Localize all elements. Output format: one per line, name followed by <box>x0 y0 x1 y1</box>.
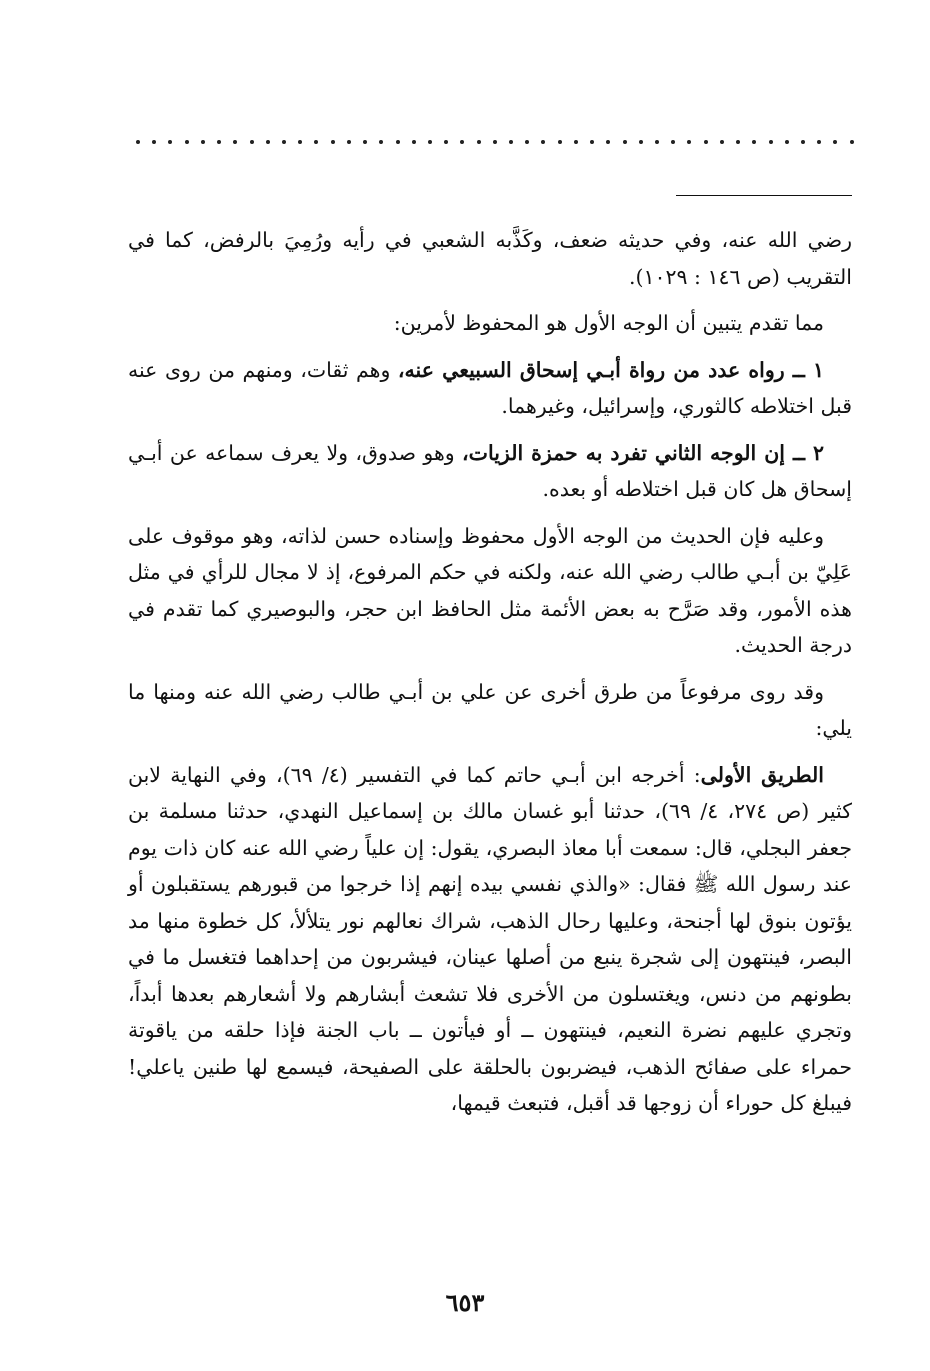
separator-dot <box>850 140 854 144</box>
separator-dot <box>233 140 237 144</box>
separator-dot <box>152 140 156 144</box>
separator-dot <box>623 140 627 144</box>
separator-dot <box>428 140 432 144</box>
separator-dot <box>574 140 578 144</box>
separator-dot <box>460 140 464 144</box>
separator-dot <box>493 140 497 144</box>
separator-dot <box>363 140 367 144</box>
separator-dot <box>655 140 659 144</box>
point-one-text: وهم ثقات، ومنهم من روى عنه قبل اختلاطه كالثوري، وإسرائيل، وغيرهما. <box>128 357 852 418</box>
separator-dot <box>671 140 675 144</box>
separator-dot <box>769 140 773 144</box>
separator-dot <box>217 140 221 144</box>
separator-dot <box>477 140 481 144</box>
separator-dot <box>785 140 789 144</box>
separator-dot <box>250 140 254 144</box>
separator-dot <box>752 140 756 144</box>
page-number: ٦٥٣ <box>445 1288 485 1317</box>
separator-dot <box>136 140 140 144</box>
separator-dot <box>606 140 610 144</box>
separator-dot <box>168 140 172 144</box>
separator-dot <box>201 140 205 144</box>
separator-dot <box>720 140 724 144</box>
separator-dot <box>801 140 805 144</box>
footnote-rule <box>676 195 852 196</box>
separator-dot <box>525 140 529 144</box>
point-two <box>128 435 852 508</box>
separator-dot <box>298 140 302 144</box>
first-route-label: الطريق الأولى <box>700 762 824 787</box>
point-two-heading: ٢ ــ إن الوجه الثاني تفرد به حمزة الزيات، <box>462 440 824 465</box>
separator-dot <box>282 140 286 144</box>
point-one-heading: ١ ــ رواه عدد من رواة أبـي إسحاق السبيعي عنه، <box>397 357 825 382</box>
separator-dot <box>314 140 318 144</box>
separator-dot <box>185 140 189 144</box>
separator-dot <box>509 140 513 144</box>
separator-dot <box>331 140 335 144</box>
separator-dot <box>736 140 740 144</box>
separator-dot <box>541 140 545 144</box>
separator-dot <box>687 140 691 144</box>
separator-dot <box>266 140 270 144</box>
first-route-paragraph <box>128 757 852 1122</box>
footnote-continuation: رضي الله عنه، وفي حديثه ضعف، وكَذَّبه الشعبي في رأيه ورُمِيَ بالرفض، كما في التقريب (ص ١٤٦ : ١٠٢٩). <box>128 228 852 289</box>
dotted-separator <box>136 132 854 152</box>
first-route-text: : أخرجه ابن أبـي حاتم كما في التفسير (٤/ ٦٩)، وفي النهاية لابن كثير (ص ٢٧٤، ٤/ ٦٩)، حدثنا أبو غسان مالك بن إسماعيل النهدي، حدثنا مسلمة بن جعفر البجلي، قال: سمعت أبا معاذ البصري، يقول: إن علياً رضي الله عنه كان ذات يوم عند رسول الله ﷺ فقال: «والذي نفسي بيده إنهم إذا خرجوا من قبورهم يستقبلون أو يؤتون بنوق لها أجنحة، وعليها رحال الذهب، شراك نعالهم نور يتلألأ، كل خطوة منها مد البصر، فينتهون إلى شجرة ينبع من أصلها عينان، فيشربون من إحداهما فتغسل ما في بطونهم من دنس، ويغتسلون من الأخرى فلا تشعث أبشارهم ولا أشعارهم بعدها أبداً، وتجري عليهم نضرة النعيم، فينتهون ــ أو فيأتون ــ باب الجنة فإذا حلقه من ياقوتة حمراء على صفائح الذهب، فيضربون بالحلقة على الصفيحة، فيسمع لها طنين ياعلي! فيبلغ كل حوراء أن زوجها قد أقبل، فتبعث قيمها، <box>128 762 852 1115</box>
page-body <box>128 222 852 1132</box>
separator-dot <box>444 140 448 144</box>
separator-dot <box>817 140 821 144</box>
separator-dot <box>833 140 837 144</box>
point-one <box>128 352 852 425</box>
other-routes-paragraph: وقد روى مرفوعاً من طرق أخرى عن علي بن أبـي طالب رضي الله عنه ومنها ما يلي: <box>128 679 852 740</box>
separator-dot <box>558 140 562 144</box>
conclusion-paragraph: وعليه فإن الحديث من الوجه الأول محفوظ وإسناده حسن لذاته، وهو موقوف على عَلِيّ بن أبـي طالب رضي الله عنه، ولكنه في حكم المرفوع، إذ لا مجال للرأي في مثل هذه الأمور، وقد صَرَّح به بعض الأئمة مثل الحافظ ابن حجر، والبوصيري كما تقدم في درجة الحديث. <box>128 523 852 657</box>
separator-dot <box>347 140 351 144</box>
separator-dot <box>704 140 708 144</box>
separator-dot <box>412 140 416 144</box>
point-two-text: وهو صدوق، ولا يعرف سماعه عن أبـي إسحاق هل كان قبل اختلاطه أو بعده. <box>128 440 852 501</box>
separator-dot <box>590 140 594 144</box>
intro-paragraph: مما تقدم يتبين أن الوجه الأول هو المحفوظ لأمرين: <box>393 311 824 335</box>
separator-dot <box>396 140 400 144</box>
separator-dot <box>639 140 643 144</box>
separator-dot <box>379 140 383 144</box>
